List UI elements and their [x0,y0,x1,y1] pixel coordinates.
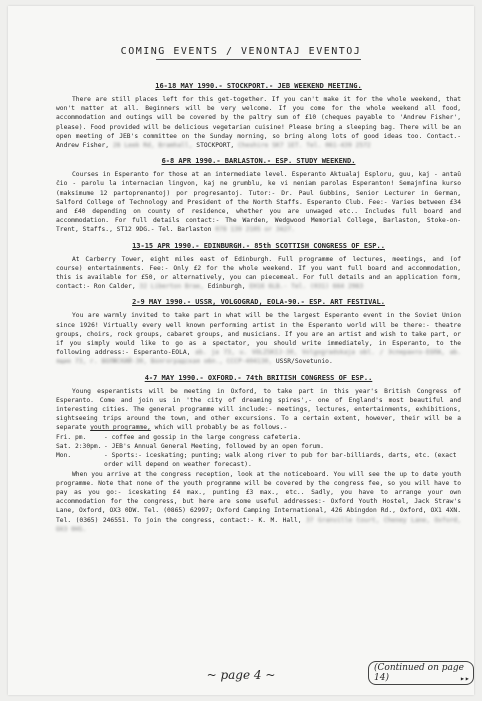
event-heading: 4-7 MAY 1990.- OXFORD.- 74th BRITISH CONGRESS OF ESP.. [144,373,373,382]
event-heading: 6-8 APR 1990.- BARLASTON.- ESP. STUDY WEEKEND. [161,157,356,166]
event-body: Courses in Esperanto for those at an intermediate level. Esperanto Aktualaj Esploru, guu, kaj - antaŭ ĉio - parolu la internacian lingvon, kaj ne grumblu, ke vi neniam parolas Esperanton! Semajnfina kurso (maksimume 12 partoprenantoj) por progresantoj. Tutor:- Dr. Paul Gubbins, Senior Lecturer in German, Salford College of Technology and President of the North Staffs. Esperanto Club. Fee:- Varies between £34 and £40 depending on county of residence, whether you are unwaged etc.. Includes full board and accommodation. For full details contact:- The Warden, Wedgwood Memorial College, Barlaston, Stoke-on-Trent, Staffs., ST12 9DG.- Tel. Barlaston 078 139 2105 or 3427. [56,171,461,234]
youth-schedule [56,433,461,470]
page-number: ~ page 4 ~ [206,668,276,682]
redacted-text: 078 139 2105 or 3427. [215,226,295,234]
schedule-row [56,451,461,469]
event-body: Young esperantists will be meeting in Oxford, to take part in this year's British Congress of Esperanto. Come and join us in 'the city of dreaming spires',- one of England's most beautiful and interesting cities. The general programme will include:- meetings, lectures, entertainments, exhibitions, sightseeing trips around the town, and other excursions. To a certain extent, however, their will be a separate youth programme, which will probably be as follows.- [56,387,461,432]
event-heading: 2-9 MAY 1990.- USSR, VOLGOGRAD, EOLA-90.- ESP. ART FESTIVAL. [132,298,385,307]
schedule-time: Mon. [56,452,72,460]
redacted-text: EH16 6LB.- Tel. (031) 664 2983 [249,283,364,291]
event-closing: When you arrive at the congress reception, look at the noticeboard. You will see the up to date youth programme. Note that none of the youth programme will be covered by the congress fee, so you will have to pay as you go:- iceskating £4 max., punting £3 max., etc.. Sadly, you have to arrange your own accommodation for the congress, but here are some useful addresses:- Oxford Youth Hostel, Jack Straw's Lane, Oxford, OX3 0DW. Tel. (0865) 62997; Oxford Camping International, 426 Abingdon Rd., Oxford, OX1 4XN. Tel. (0365) 246551. To join the congress, contact:- K. M. Hall, 37 Granville Court, Cheney Lane, Oxford, OX3 0HS. [56,470,461,533]
schedule-time: Sat. 2:30pm. [56,442,102,450]
schedule-row [56,442,461,451]
continued-note: (Continued on page 14) [368,661,474,685]
schedule-row [56,433,461,442]
youth-programme-link: youth programme, [90,424,151,432]
redacted-text: Cheshire SK7 1ET. Tel. 061-439 2572 [238,142,371,150]
redacted-text: 32 Liberton Brae, [139,283,204,291]
redacted-text: 37 Granville Court, Cheney Lane, Oxford, OX3 0HS. [56,516,461,533]
document-page [8,6,474,695]
schedule-time: Fri. pm. [56,433,87,441]
schedule-desc: - Sports:- iceskating; punting; walk along river to pub for bar-billiards, darts, etc. (exact order will depend on weather forecast). [104,452,457,469]
redacted-text: ab. ящик 73, г. ВОЛЖСКИЙ-30, Волгоградская обл., СССР-404130, [56,349,461,366]
schedule-desc: - coffee and gossip in the large congress cafeteria. [104,433,302,441]
title-underline [156,59,361,60]
page-title: COMING EVENTS / VENONTAJ EVENTOJ [120,46,362,57]
event-oxford [56,374,461,534]
event-edinburgh [56,242,461,292]
event-heading: 13-15 APR 1990.- EDINBURGH.- 85th SCOTTISH CONGRESS OF ESP.. [132,241,385,250]
event-body: At Carberry Tower, eight miles east of Edinburgh. Full programme of lectures, meetings, and (of course) entertainments. Fee:- Only £2 for the whole weekend. If you want full board and accommodation, this is available for £50, or alternatively, you can piecemeal. For full details and an application form, contact:- Ron Calder, 32 Liberton Brae, Edinburgh, EH16 6LB.- Tel. (031) 664 2983 [56,255,461,291]
event-barlaston [56,157,461,234]
arrow-icon: ▸▸ [460,674,470,683]
redacted-text: 28 Leek Rd, Bramhall, [112,142,193,150]
events-list [56,82,461,541]
event-stockport [56,82,461,150]
schedule-desc: - JEB's Annual General Meeting, followed by an open forum. [104,442,324,450]
event-volgograd [56,298,461,366]
redacted-text: ab. ja 73, u. VOLZSKIJ-30, Volgogradskaja obl. / Эсперанто-ЕОЛА, [195,349,445,357]
event-heading: 16-18 MAY 1990.- STOCKPORT.- JEB WEEKEND MEETING. [155,82,362,90]
event-body: You are warmly invited to take part in what will be the largest Esperanto event in the Soviet Union since 1926! Virtually every well known performing artist in the Esperanto world will be there:- theatre groups, choirs, rock groups, cabaret groups, and musicians. If you are an artist and wish to take part, or if you simply would like to go as a spectator, you should write immediately, in Esperanto, to the following address:- Esperanto-EOLA, ab. ja 73, u. VOLZSKIJ-30, Volgogradskaja obl. / Эсперанто-ЕОЛА, ab. ящик 73, г. ВОЛЖСКИЙ-30, Волгоградская обл., СССР-404130, USSR/Sovetunio. [56,312,461,366]
event-body: There are still places left for this get-together. If you can't make it for the whole weekend, that won't matter at all. Beginners will be very welcome. If you come for the whole weekend all food, accommodation and outings will be covered by the paltry sum of £10 (cheques payable to 'Andrew Fisher', please). Food provided will be delicious vegetarian cuisine! Please bring a sleeping bag. There will be an open meeting of JEB's committee on the Sunday morning, so bring along lots of good ideas too. Contact.- Andrew Fisher, 28 Leek Rd, Bramhall, STOCKPORT, Cheshire SK7 1ET. Tel. 061-439 2572 [56,96,461,150]
